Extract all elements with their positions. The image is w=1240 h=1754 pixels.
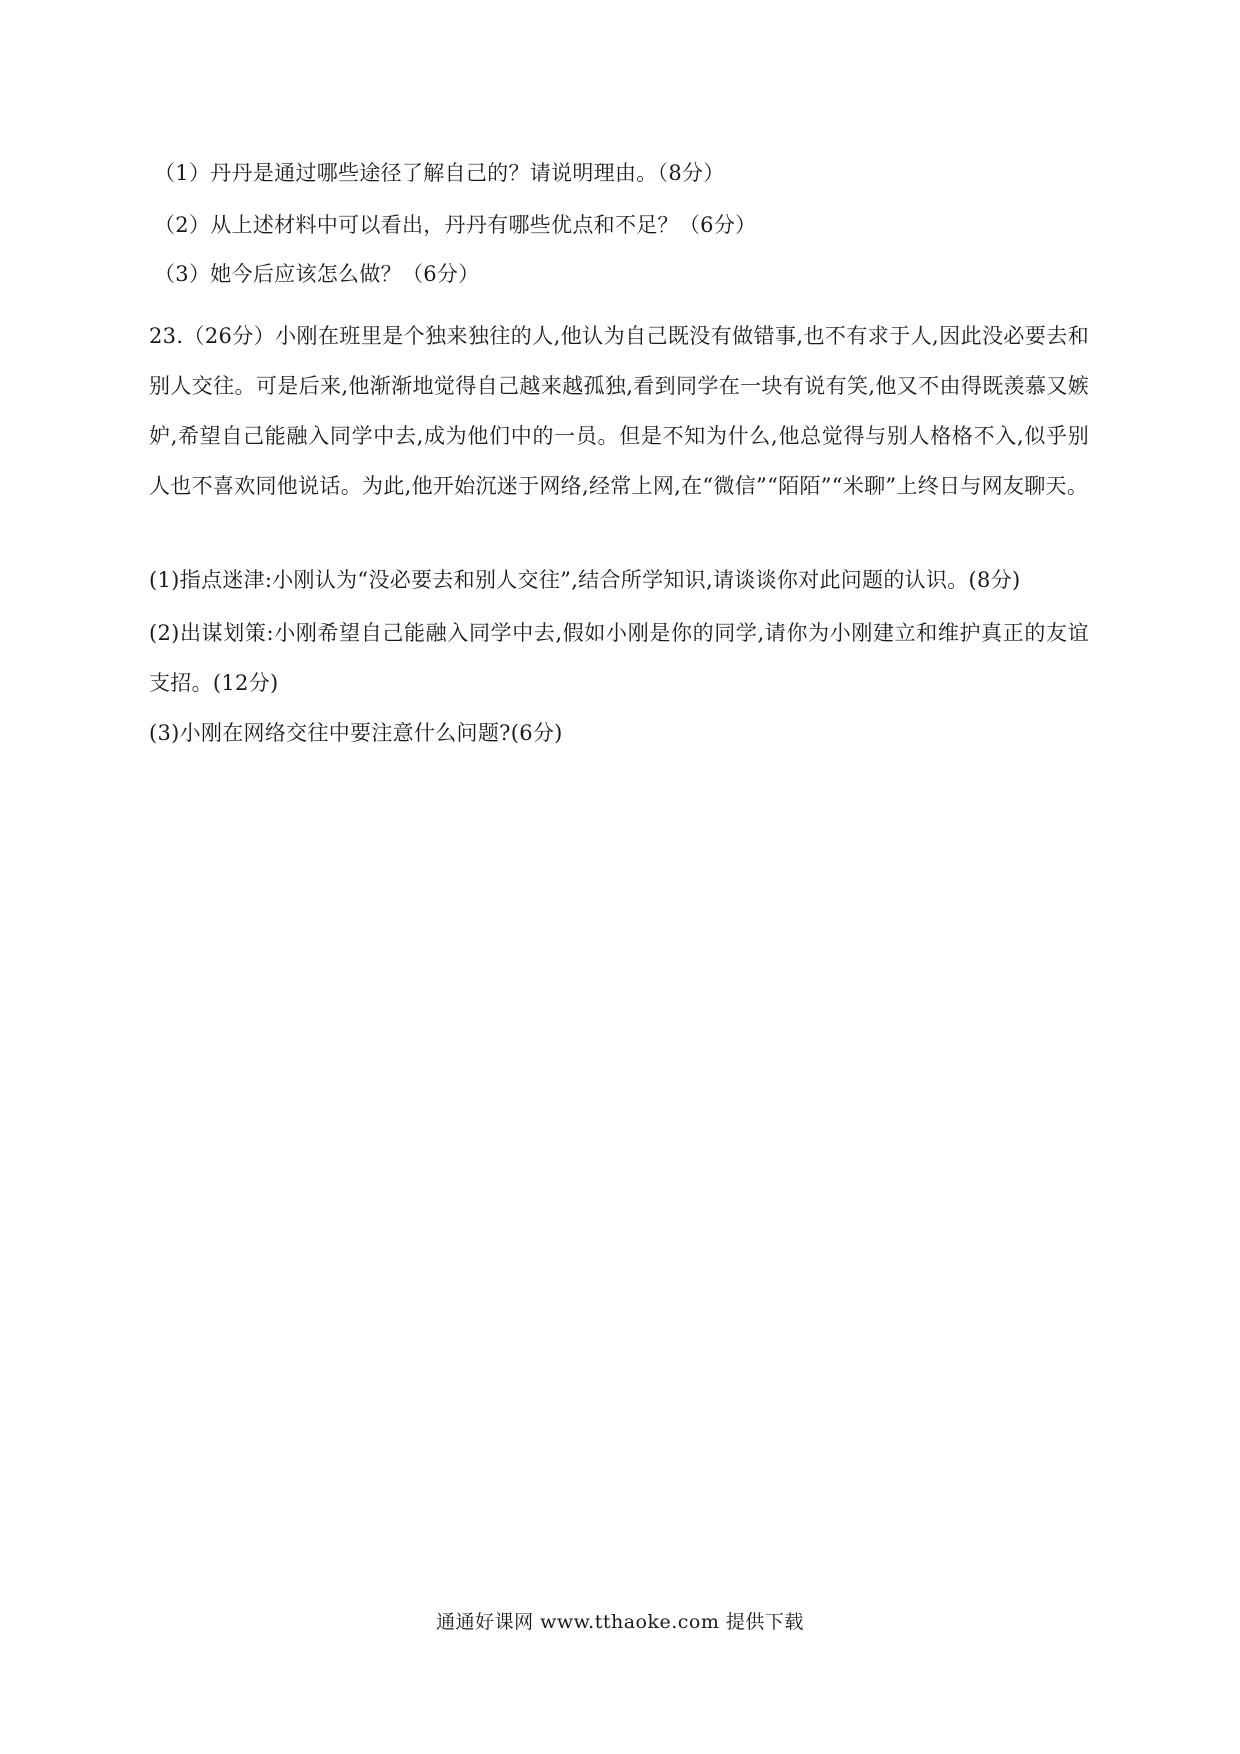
question-22-part-3: （3）她今后应该怎么做？（6分） [154,262,480,286]
question-23-stem: 23.（26分）小刚在班里是个独来独往的人,他认为自己既没有做错事,也不有求于人,因此没必要去和别人交往。可是后来,他渐渐地觉得自己越来越孤独,看到同学在一块有说有笑,他又不由得既羡慕又嫉妒,希望自己能融入同学中去,成为他们中的一员。但是不知为什么,他总觉得与别人格格不入,似乎别人也不喜欢同他说话。为此,他开始沉迷于网络,经常上网,在“微信”“陌陌”“米聊”上终日与网友聊天。 [149,324,1089,498]
question-22-part-2: （2）从上述材料中可以看出，丹丹有哪些优点和不足？（6分） [154,213,757,237]
page-footer: 通通好课网 www.tthaoke.com 提供下载 [436,1611,804,1633]
question-23-sub-3: (3)小刚在网络交往中要注意什么问题?(6分) [149,721,563,745]
question-23-sub-2: (2)出谋划策:小刚希望自己能融入同学中去,假如小刚是你的同学,请你为小刚建立和维护真正的友谊支招。(12分) [149,621,1089,695]
question-22-part-1: （1）丹丹是通过哪些途径了解自己的？请说明理由。（8分） [154,161,725,185]
question-23-sub-1: (1)指点迷津:小刚认为“没必要去和别人交往”,结合所学知识,请谈谈你对此问题的认识。(8分) [149,568,1021,592]
